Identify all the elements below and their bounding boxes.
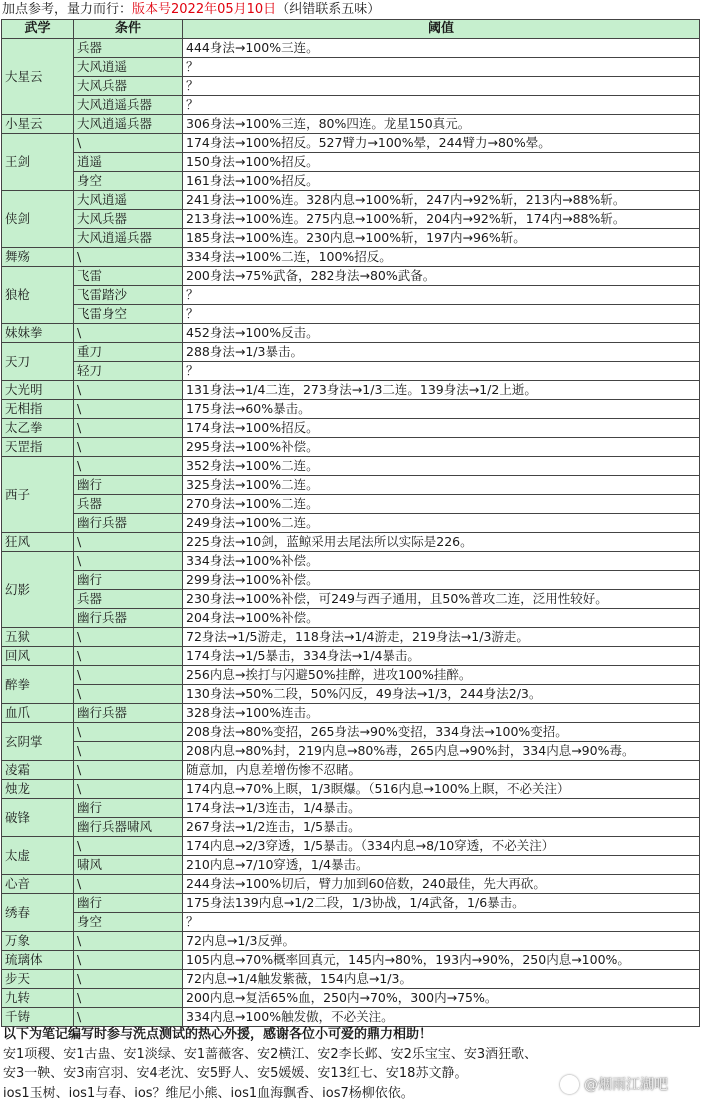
condition-cell: \ — [74, 780, 183, 799]
threshold-cell: 210内息→7/10穿透，1/4暴击。 — [183, 856, 700, 875]
thanks-note: 以下为笔记编写时参与洗点测试的热心外援，感谢各位小可爱的鼎力相助！ — [3, 1027, 433, 1042]
threshold-cell: 随意加，内息差增伤惨不忍睹。 — [183, 761, 700, 780]
threshold-cell: 174内息→2/3穿透，1/5暴击。（334内息→8/10穿透，不必关注） — [183, 837, 700, 856]
table-row — [2, 58, 700, 77]
condition-cell: \ — [74, 742, 183, 761]
threshold-cell: 72身法→1/5游走，118身法→1/4游走，219身法→1/3游走。 — [183, 628, 700, 647]
table-row — [2, 704, 700, 723]
threshold-cell: 225身法→10剑，蓝鲸采用去尾法所以实际是226。 — [183, 533, 700, 552]
martial-art-name: 九转 — [2, 989, 74, 1008]
condition-cell: 身空 — [74, 172, 183, 191]
threshold-cell: 175身法→60%暴击。 — [183, 400, 700, 419]
condition-cell: \ — [74, 685, 183, 704]
martial-art-name: 天罡指 — [2, 438, 74, 457]
condition-cell: 飞雷 — [74, 267, 183, 286]
martial-art-name: 千铸 — [2, 1008, 74, 1027]
table-row — [2, 571, 700, 590]
condition-cell: \ — [74, 400, 183, 419]
martial-art-name: 步天 — [2, 970, 74, 989]
martial-art-name: 心音 — [2, 875, 74, 894]
table-row — [2, 153, 700, 172]
threshold-cell: 452身法→100%反击。 — [183, 324, 700, 343]
table-row — [2, 799, 700, 818]
header-note: 加点参考，量力而行： — [2, 2, 133, 17]
martial-art-name: 五狱 — [2, 628, 74, 647]
condition-cell: \ — [74, 381, 183, 400]
martial-art-name: 回风 — [2, 647, 74, 666]
table-row — [2, 115, 700, 134]
martial-art-name: 破锋 — [2, 799, 74, 837]
martial-art-name: 烛龙 — [2, 780, 74, 799]
threshold-cell: ？ — [183, 913, 700, 932]
table-row — [2, 457, 700, 476]
table-row — [2, 685, 700, 704]
threshold-table — [1, 19, 700, 1027]
condition-cell: \ — [74, 1008, 183, 1027]
threshold-cell: 175身法139内息→1/2二段，1/3协战，1/4武备，1/6暴击。 — [183, 894, 700, 913]
threshold-cell: 185身法→100%连。230内息→100%斩，197内→96%斩。 — [183, 229, 700, 248]
threshold-cell: 288身法→1/3暴击。 — [183, 343, 700, 362]
threshold-cell: 230身法→100%补偿，可249与西子通用，且50%普攻二连，泛用性较好。 — [183, 590, 700, 609]
tieba-logo-icon — [560, 1075, 579, 1094]
column-header-threshold: 阈值 — [183, 20, 700, 39]
table-row — [2, 305, 700, 324]
table-row — [2, 343, 700, 362]
threshold-cell: 325身法→100%二连。 — [183, 476, 700, 495]
martial-art-name: 血爪 — [2, 704, 74, 723]
table-row — [2, 533, 700, 552]
condition-cell: 幽行 — [74, 799, 183, 818]
threshold-cell: 352身法→100%二连。 — [183, 457, 700, 476]
condition-cell: \ — [74, 533, 183, 552]
condition-cell: 幽行 — [74, 476, 183, 495]
threshold-cell: 161身法→100%招反。 — [183, 172, 700, 191]
martial-art-name: 妹妹拳 — [2, 324, 74, 343]
condition-cell: 轻刀 — [74, 362, 183, 381]
table-row — [2, 951, 700, 970]
condition-cell: 兵器 — [74, 495, 183, 514]
table-row — [2, 134, 700, 153]
threshold-cell: 295身法→100%补偿。 — [183, 438, 700, 457]
table-row — [2, 761, 700, 780]
condition-cell: 飞雷踏沙 — [74, 286, 183, 305]
version-label: 版本号2022年05月10日 — [132, 2, 277, 17]
threshold-cell: 213身法→100%连。275内息→100%斩，204内→92%斩，174内→88%斩。 — [183, 210, 700, 229]
table-row — [2, 191, 700, 210]
condition-cell: 幽行 — [74, 571, 183, 590]
table-row — [2, 495, 700, 514]
threshold-cell: 328身法→100%连击。 — [183, 704, 700, 723]
condition-cell: \ — [74, 438, 183, 457]
martial-art-name: 太虚 — [2, 837, 74, 875]
table-row — [2, 552, 700, 571]
condition-cell: \ — [74, 419, 183, 438]
condition-cell: \ — [74, 666, 183, 685]
threshold-cell: 130身法→50%二段，50%闪反，49身法→1/3，244身法2/3。 — [183, 685, 700, 704]
threshold-cell: 256内息→挨打与闪避50%挂醉，进攻100%挂醉。 — [183, 666, 700, 685]
threshold-cell: 105内息→70%概率回真元，145内→80%，193内→90%，250内息→100%。 — [183, 951, 700, 970]
threshold-cell: 334身法→100%补偿。 — [183, 552, 700, 571]
condition-cell: 大风逍遥 — [74, 58, 183, 77]
table-row — [2, 723, 700, 742]
threshold-cell: 270身法→100%二连。 — [183, 495, 700, 514]
condition-cell: \ — [74, 628, 183, 647]
condition-cell: \ — [74, 970, 183, 989]
martial-art-name: 大星云 — [2, 39, 74, 115]
tester-list-line: 安1项稷、安1古蛊、安1淡绿、安1蔷薇客、安2横江、安2李长邺、安2乐宝宝、安3酒狂歌、 — [3, 1046, 538, 1062]
column-header-condition: 条件 — [74, 20, 183, 39]
threshold-cell: 241身法→100%连。328内息→100%斩，247内→92%斩，213内→88%斩。 — [183, 191, 700, 210]
condition-cell: 大风兵器 — [74, 210, 183, 229]
watermark-text: @烟雨江湖吧 — [584, 1077, 668, 1093]
threshold-cell: ？ — [183, 96, 700, 115]
threshold-cell: 174内息→70%上瞑，1/3瞑爆。（516内息→100%上瞑，不必关注） — [183, 780, 700, 799]
table-body — [2, 39, 700, 1027]
threshold-cell: 174身法→100%招反。527臂力→100%晕，244臂力→80%晕。 — [183, 134, 700, 153]
threshold-cell: 200身法→75%武备，282身法→80%武备。 — [183, 267, 700, 286]
threshold-cell: ？ — [183, 77, 700, 96]
table-row — [2, 666, 700, 685]
table-row — [2, 419, 700, 438]
table-row — [2, 476, 700, 495]
condition-cell: 大风逍遥兵器 — [74, 229, 183, 248]
threshold-cell: 208身法→80%变招，265身法→90%变招，334身法→100%变招。 — [183, 723, 700, 742]
martial-art-name: 琉璃体 — [2, 951, 74, 970]
table-row — [2, 229, 700, 248]
threshold-cell: 174身法→100%招反。 — [183, 419, 700, 438]
martial-art-name: 天刀 — [2, 343, 74, 381]
condition-cell: \ — [74, 552, 183, 571]
condition-cell: 啸风 — [74, 856, 183, 875]
table-row — [2, 39, 700, 58]
threshold-cell: 204身法→100%补偿。 — [183, 609, 700, 628]
threshold-cell: 131身法→1/4二连，273身法→1/3二连。139身法→1/2上逝。 — [183, 381, 700, 400]
table-row — [2, 647, 700, 666]
threshold-cell: 174身法→1/5暴击，334身法→1/4暴击。 — [183, 647, 700, 666]
martial-art-name: 王剑 — [2, 134, 74, 191]
table-row — [2, 248, 700, 267]
martial-art-name: 小星云 — [2, 115, 74, 134]
condition-cell: 飞雷身空 — [74, 305, 183, 324]
threshold-cell: 72内息→1/4触发紫薇，154内息→1/3。 — [183, 970, 700, 989]
column-header-martial-art: 武学 — [2, 20, 74, 39]
condition-cell: 大风兵器 — [74, 77, 183, 96]
condition-cell: \ — [74, 723, 183, 742]
header-line — [2, 0, 699, 19]
table-row — [2, 875, 700, 894]
condition-cell: 幽行兵器啸风 — [74, 818, 183, 837]
threshold-cell: ？ — [183, 362, 700, 381]
table-row — [2, 210, 700, 229]
condition-cell: \ — [74, 248, 183, 267]
threshold-cell: 334内息→100%触发傲，不必关注。 — [183, 1008, 700, 1027]
condition-cell: \ — [74, 989, 183, 1008]
table-row — [2, 818, 700, 837]
threshold-cell: 200内息→复活65%血，250内→70%，300内→75%。 — [183, 989, 700, 1008]
threshold-cell: 267身法→1/2连击，1/5暴击。 — [183, 818, 700, 837]
table-row — [2, 856, 700, 875]
threshold-cell: 150身法→100%招反。 — [183, 153, 700, 172]
condition-cell: \ — [74, 457, 183, 476]
martial-art-name: 凌霜 — [2, 761, 74, 780]
threshold-cell: 444身法→100%三连。 — [183, 39, 700, 58]
condition-cell: 兵器 — [74, 39, 183, 58]
table-row — [2, 267, 700, 286]
threshold-cell: 334身法→100%二连，100%招反。 — [183, 248, 700, 267]
condition-cell: \ — [74, 647, 183, 666]
martial-art-name: 狼枪 — [2, 267, 74, 324]
table-row — [2, 628, 700, 647]
condition-cell: 幽行兵器 — [74, 514, 183, 533]
condition-cell: 幽行兵器 — [74, 704, 183, 723]
table-row — [2, 438, 700, 457]
table-row — [2, 362, 700, 381]
tester-list-line: ios1玉树、ios1与春、ios？维尼小熊、ios1血海飘香、ios7杨柳依依。 — [3, 1085, 414, 1101]
table-row — [2, 514, 700, 533]
table-row — [2, 324, 700, 343]
condition-cell: \ — [74, 324, 183, 343]
condition-cell: \ — [74, 875, 183, 894]
table-row — [2, 913, 700, 932]
table-row — [2, 837, 700, 856]
martial-art-name: 绣春 — [2, 894, 74, 932]
martial-art-name: 西子 — [2, 457, 74, 533]
threshold-cell: 244身法→100%切后，臂力加到60倍数，240最佳，先大再砍。 — [183, 875, 700, 894]
condition-cell: \ — [74, 761, 183, 780]
condition-cell: 大风逍遥兵器 — [74, 115, 183, 134]
threshold-cell: 174身法→1/3连击，1/4暴击。 — [183, 799, 700, 818]
table-row — [2, 970, 700, 989]
martial-art-name: 大光明 — [2, 381, 74, 400]
martial-art-name: 无相指 — [2, 400, 74, 419]
threshold-cell: 299身法→100%补偿。 — [183, 571, 700, 590]
table-row — [2, 609, 700, 628]
condition-cell: 兵器 — [74, 590, 183, 609]
table-row — [2, 400, 700, 419]
condition-cell: \ — [74, 134, 183, 153]
condition-cell: 大风逍遥兵器 — [74, 96, 183, 115]
table-row — [2, 381, 700, 400]
table-row — [2, 1008, 700, 1027]
condition-cell: 身空 — [74, 913, 183, 932]
threshold-cell: ？ — [183, 286, 700, 305]
martial-art-name: 侠剑 — [2, 191, 74, 248]
watermark — [560, 1072, 668, 1096]
table-row — [2, 780, 700, 799]
threshold-cell: ？ — [183, 58, 700, 77]
condition-cell: \ — [74, 932, 183, 951]
threshold-cell: 306身法→100%三连，80%四连。龙星150真元。 — [183, 115, 700, 134]
table-row — [2, 989, 700, 1008]
table-header-row — [2, 20, 700, 39]
table-row — [2, 590, 700, 609]
table-row — [2, 172, 700, 191]
threshold-cell: 249身法→100%二连。 — [183, 514, 700, 533]
martial-art-name: 幻影 — [2, 552, 74, 628]
condition-cell: 幽行 — [74, 894, 183, 913]
martial-art-name: 太乙拳 — [2, 419, 74, 438]
condition-cell: \ — [74, 837, 183, 856]
condition-cell: 大风逍遥 — [74, 191, 183, 210]
condition-cell: \ — [74, 951, 183, 970]
martial-art-name: 舞殇 — [2, 248, 74, 267]
tester-list-line: 安3一鞅、安3南宫羽、安4老沈、安5野人、安5媛媛、安13红七、安18苏文静。 — [3, 1066, 468, 1082]
table-row — [2, 742, 700, 761]
martial-art-name: 狂风 — [2, 533, 74, 552]
condition-cell: 重刀 — [74, 343, 183, 362]
martial-art-name: 玄阴掌 — [2, 723, 74, 761]
table-row — [2, 894, 700, 913]
threshold-cell: ？ — [183, 305, 700, 324]
condition-cell: 幽行兵器 — [74, 609, 183, 628]
contact-note: （纠错联系五味） — [276, 2, 381, 17]
martial-art-name: 万象 — [2, 932, 74, 951]
threshold-cell: 208内息→80%封，219内息→80%毒，265内息→90%封，334内息→90%毒。 — [183, 742, 700, 761]
table-row — [2, 286, 700, 305]
table-row — [2, 77, 700, 96]
table-row — [2, 96, 700, 115]
martial-art-name: 醉拳 — [2, 666, 74, 704]
table-row — [2, 932, 700, 951]
condition-cell: 逍遥 — [74, 153, 183, 172]
threshold-cell: 72内息→1/3反弹。 — [183, 932, 700, 951]
